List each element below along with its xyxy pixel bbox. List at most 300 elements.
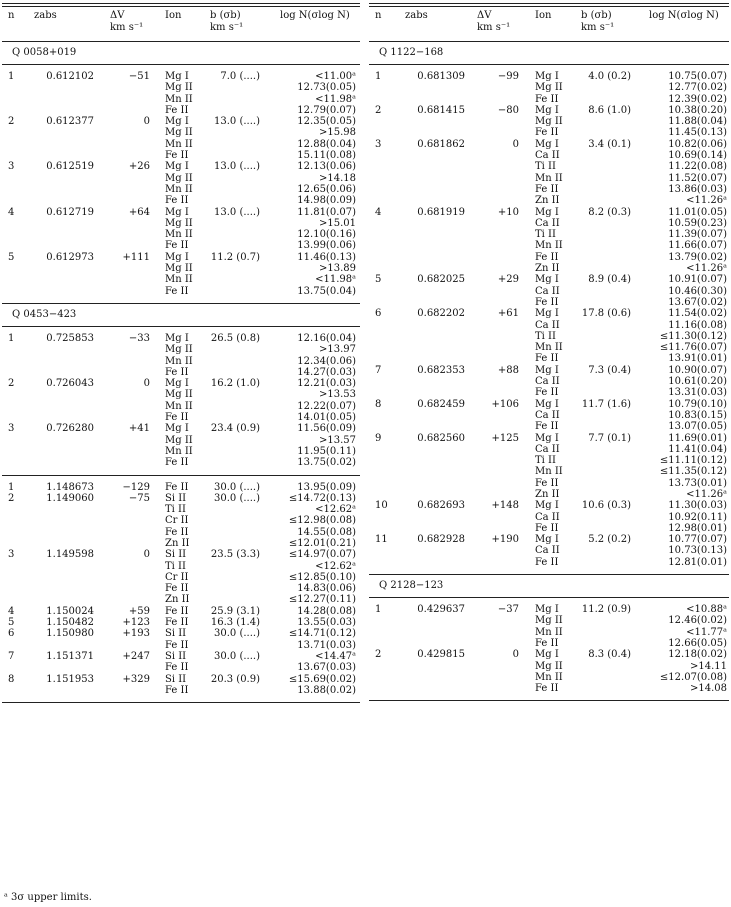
cell-ion: Mg I (535, 604, 559, 616)
cell-logn: ≤14.97(0.07) (288, 549, 356, 561)
table-row (369, 127, 729, 138)
cell-ion: Mg II (165, 344, 193, 356)
cell-b: 26.5 (0.8) (210, 332, 260, 344)
cell-n: 10 (375, 500, 388, 512)
cell-logn: 10.73(0.13) (668, 545, 727, 557)
table-row (2, 457, 360, 468)
cell-ion: Mg II (535, 116, 563, 128)
table-row (2, 572, 360, 583)
table-row (2, 195, 360, 206)
cell-logn: 12.21(0.03) (297, 378, 356, 390)
cell-logn: 11.39(0.07) (668, 229, 727, 241)
cell-zabs: 0.681415 (417, 104, 465, 116)
cell-logn: ≤11.11(0.12) (659, 455, 727, 467)
cell-logn: 10.92(0.11) (668, 511, 727, 523)
table-row (369, 331, 729, 342)
cell-zabs: 0.726043 (46, 378, 94, 390)
table-row (2, 139, 360, 150)
cell-dv: +64 (128, 206, 150, 218)
table-row (369, 365, 729, 376)
cell-logn: 11.69(0.01) (668, 432, 727, 444)
cell-b: 8.3 (0.4) (588, 649, 631, 661)
table-row (2, 493, 360, 504)
cell-n: 1 (8, 481, 15, 493)
cell-n: 6 (375, 308, 382, 320)
cell-logn: 11.52(0.07) (668, 172, 727, 184)
cell-logn: 10.82(0.06) (668, 138, 727, 150)
cell-ion: Fe II (165, 104, 189, 116)
cell-ion: Mg I (165, 332, 189, 344)
table-row (2, 606, 360, 617)
table-row (2, 229, 360, 240)
table-row (369, 649, 729, 660)
cell-n: 7 (375, 364, 382, 376)
cell-ion: Cr II (165, 515, 189, 527)
cell-logn: 11.54(0.02) (668, 308, 727, 320)
section-title (2, 304, 360, 326)
cell-ion: Mg II (165, 263, 193, 275)
cell-zabs: 0.682025 (417, 274, 465, 286)
cell-logn: 12.73(0.05) (297, 82, 356, 94)
table-row (2, 333, 360, 344)
cell-dv: −80 (497, 104, 519, 116)
cell-ion: Fe II (535, 522, 559, 534)
table-row (369, 661, 729, 672)
cell-ion: Mn II (535, 466, 563, 478)
section-title-text: Q 1122−168 (379, 47, 444, 58)
cell-logn: 13.73(0.01) (668, 477, 727, 489)
cell-zabs: 1.150024 (46, 605, 94, 617)
footnote: ᵃ 3σ upper limits. (4, 892, 92, 903)
cell-zabs: 0.612102 (46, 71, 94, 82)
table-row (369, 478, 729, 489)
cell-logn: 13.75(0.02) (297, 457, 356, 469)
cell-zabs: 1.149598 (46, 549, 94, 561)
cell-n: 3 (8, 161, 15, 173)
table-row (2, 628, 360, 639)
cell-ion: Mn II (165, 400, 193, 412)
cell-logn: 11.46(0.13) (297, 251, 356, 263)
cell-logn: 15.11(0.08) (297, 150, 356, 162)
table-row (369, 500, 729, 511)
cell-ion: Ca II (535, 409, 560, 421)
cell-dv: +26 (128, 161, 150, 173)
cell-ion: Zn II (535, 263, 560, 275)
cell-b: 23.4 (0.9) (210, 423, 260, 435)
cell-ion: Mg II (165, 217, 193, 229)
cell-logn: 12.39(0.02) (668, 93, 727, 105)
table-right (369, 3, 729, 701)
cell-dv: +29 (497, 274, 519, 286)
table-row (369, 672, 729, 683)
table-row (2, 482, 360, 493)
cell-ion: Fe II (165, 195, 189, 207)
cell-logn: ≤12.85(0.10) (288, 571, 356, 583)
cell-ion: Si II (165, 492, 187, 504)
table-row (369, 534, 729, 545)
table-row (2, 218, 360, 229)
cell-logn: 14.98(0.09) (297, 195, 356, 207)
table-row (2, 685, 360, 696)
cell-ion: Si II (165, 549, 187, 561)
table-row (369, 387, 729, 398)
table-row (2, 173, 360, 184)
cell-ion: Fe II (165, 605, 189, 617)
cell-n: 2 (8, 116, 15, 128)
table-row (2, 161, 360, 172)
table-row (2, 367, 360, 378)
table-row (369, 455, 729, 466)
table-row (369, 421, 729, 432)
table-row (369, 252, 729, 263)
cell-ion: Ti II (535, 229, 556, 241)
cell-ion: Mg II (535, 615, 563, 627)
cell-logn: <14.47ᵃ (315, 650, 356, 662)
cell-ion: Fe II (165, 240, 189, 252)
cell-dv: −75 (128, 492, 150, 504)
table-row (2, 344, 360, 355)
cell-ion: Mg I (165, 378, 189, 390)
cell-zabs: 0.726280 (46, 423, 94, 435)
table-row (369, 161, 729, 172)
cell-logn: 10.46(0.30) (668, 285, 727, 297)
cell-n: 1 (375, 71, 382, 82)
table-row (369, 150, 729, 161)
table-row (2, 82, 360, 93)
cell-logn: 13.75(0.04) (297, 285, 356, 297)
table-row (369, 263, 729, 274)
cell-ion: Fe II (165, 285, 189, 297)
table-row (369, 82, 729, 93)
table-row (2, 662, 360, 673)
cell-zabs: 1.149060 (46, 492, 94, 504)
cell-dv: −51 (128, 71, 150, 82)
cell-ion: Fe II (165, 662, 189, 674)
table-row (2, 116, 360, 127)
table-row (2, 538, 360, 549)
cell-b: 4.0 (0.2) (588, 71, 631, 82)
cell-b: 11.7 (1.6) (581, 398, 631, 410)
cell-logn: >13.97 (318, 344, 356, 356)
cell-dv: +88 (497, 364, 519, 376)
cell-logn: 14.28(0.08) (297, 605, 356, 617)
cell-ion: Mg I (535, 206, 559, 218)
cell-logn: 13.67(0.02) (668, 296, 727, 308)
header-dv: ΔV km s⁻¹ (477, 10, 511, 33)
cell-n: 2 (375, 649, 382, 661)
header-ion: Ion (165, 10, 182, 21)
cell-ion: Zn II (165, 537, 190, 549)
cell-logn: ≤14.71(0.12) (288, 628, 356, 640)
table-row (369, 410, 729, 421)
cell-logn: 12.46(0.02) (668, 615, 727, 627)
cell-b: 11.2 (0.7) (210, 251, 260, 263)
table-row (2, 527, 360, 538)
table-row (369, 433, 729, 444)
table-row (369, 184, 729, 195)
cell-zabs: 0.429815 (417, 649, 465, 661)
header-logn: log N(σlog N) (649, 10, 719, 21)
cell-b: 7.0 (....) (220, 71, 260, 82)
cell-logn: 11.30(0.03) (668, 500, 727, 512)
cell-zabs: 0.682353 (417, 364, 465, 376)
cell-ion: Mg I (165, 206, 189, 218)
table-row (369, 683, 729, 694)
cell-zabs: 1.150980 (46, 628, 94, 640)
table-row (2, 583, 360, 594)
cell-zabs: 0.429637 (417, 604, 465, 616)
cell-ion: Mn II (165, 274, 193, 286)
cell-b: 16.2 (1.0) (210, 378, 260, 390)
cell-logn: 11.01(0.05) (668, 206, 727, 218)
cell-logn: 12.18(0.02) (668, 649, 727, 661)
section-title-text: Q 0058+019 (12, 47, 77, 58)
table-header (2, 7, 360, 41)
cell-ion: Mg I (535, 534, 559, 546)
cell-logn: 14.27(0.03) (297, 366, 356, 378)
cell-dv: −99 (497, 71, 519, 82)
cell-n: 4 (8, 206, 15, 218)
table-row (2, 184, 360, 195)
table-row (369, 286, 729, 297)
cell-ion: Fe II (535, 387, 559, 399)
cell-n: 5 (8, 251, 15, 263)
cell-logn: 10.79(0.10) (668, 398, 727, 410)
cell-ion: Zn II (535, 488, 560, 500)
cell-ion: Fe II (535, 93, 559, 105)
cell-logn: 10.83(0.15) (668, 409, 727, 421)
cell-ion: Mg I (535, 364, 559, 376)
table-header (369, 7, 729, 41)
table-row (369, 615, 729, 626)
cell-ion: Ti II (535, 330, 556, 342)
cell-logn: >13.89 (318, 263, 356, 275)
table-row (2, 651, 360, 662)
cell-dv: +190 (491, 534, 519, 546)
cell-ion: Mg I (535, 432, 559, 444)
cell-logn: 10.61(0.20) (668, 376, 727, 388)
cell-ion: Ti II (535, 455, 556, 467)
table-row (2, 274, 360, 285)
table-row (2, 105, 360, 116)
table-row (369, 545, 729, 556)
cell-n: 6 (8, 628, 15, 640)
cell-ion: Mn II (535, 626, 563, 638)
cell-b: 8.9 (0.4) (588, 274, 631, 286)
cell-n: 1 (8, 332, 15, 344)
table-row (369, 173, 729, 184)
cell-logn: 10.59(0.23) (668, 217, 727, 229)
header-zabs: zabs (34, 10, 57, 21)
cell-logn: <11.00ᵃ (315, 71, 356, 82)
cell-n: 4 (8, 605, 15, 617)
cell-zabs: 0.682560 (417, 432, 465, 444)
cell-b: 8.2 (0.3) (588, 206, 631, 218)
cell-zabs: 0.682459 (417, 398, 465, 410)
cell-logn: <11.26ᵃ (686, 195, 727, 207)
cell-ion: Fe II (165, 412, 189, 424)
cell-ion: Fe II (165, 457, 189, 469)
cell-ion: Fe II (535, 637, 559, 649)
cell-ion: Mg II (535, 660, 563, 672)
cell-logn: 12.13(0.06) (297, 161, 356, 173)
table-row (2, 423, 360, 434)
cell-ion: Fe II (535, 251, 559, 263)
table-row (369, 139, 729, 150)
cell-n: 2 (375, 104, 382, 116)
table-row (2, 263, 360, 274)
table-row (2, 240, 360, 251)
bottom-rule (369, 700, 729, 701)
cell-n: 8 (8, 673, 15, 685)
cell-ion: Mg I (535, 398, 559, 410)
cell-dv: +61 (497, 308, 519, 320)
cell-zabs: 1.151371 (46, 650, 94, 662)
cell-ion: Si II (165, 673, 187, 685)
cell-ion: Fe II (165, 526, 189, 538)
cell-ion: Ca II (535, 545, 560, 557)
table-row (2, 504, 360, 515)
table-row (2, 640, 360, 651)
cell-logn: ≤11.35(0.12) (659, 466, 727, 478)
cell-b: 8.6 (1.0) (588, 104, 631, 116)
cell-n: 1 (375, 604, 382, 616)
cell-logn: 11.56(0.09) (297, 423, 356, 435)
cell-b: 3.4 (0.1) (588, 138, 631, 150)
cell-zabs: 0.612973 (46, 251, 94, 263)
cell-b: 30.0 (....) (214, 628, 260, 640)
cell-logn: 13.99(0.06) (297, 240, 356, 252)
cell-logn: 12.65(0.06) (297, 183, 356, 195)
cell-ion: Mg I (165, 71, 189, 82)
cell-logn: ≤11.76(0.07) (659, 342, 727, 354)
cell-logn: 12.16(0.04) (297, 332, 356, 344)
cell-ion: Cr II (165, 571, 189, 583)
table-row (369, 512, 729, 523)
header-b: b (σb) km s⁻¹ (210, 10, 244, 33)
cell-ion: Fe II (165, 481, 189, 493)
cell-b: 13.0 (....) (214, 161, 260, 173)
cell-logn: 11.22(0.08) (668, 161, 727, 173)
table-row (369, 297, 729, 308)
cell-logn: <11.98ᵃ (315, 274, 356, 286)
cell-n: 11 (375, 534, 388, 546)
cell-logn: 11.81(0.07) (297, 206, 356, 218)
cell-logn: 11.88(0.04) (668, 116, 727, 128)
cell-ion: Zn II (165, 594, 190, 606)
cell-logn: 13.07(0.05) (668, 421, 727, 433)
cell-ion: Si II (165, 650, 187, 662)
cell-ion: Mg I (165, 116, 189, 128)
cell-logn: 13.86(0.03) (668, 183, 727, 195)
cell-logn: <11.26ᵃ (686, 488, 727, 500)
cell-dv: +148 (491, 500, 519, 512)
header-zabs: zabs (405, 10, 428, 21)
cell-dv: +193 (122, 628, 150, 640)
cell-zabs: 0.612519 (46, 161, 94, 173)
cell-b: 13.0 (....) (214, 206, 260, 218)
cell-dv: 0 (143, 378, 150, 390)
cell-b: 23.5 (3.3) (210, 549, 260, 561)
cell-ion: Fe II (165, 684, 189, 696)
cell-ion: Mg I (535, 71, 559, 82)
cell-ion: Fe II (535, 353, 559, 365)
cell-n: 2 (8, 492, 15, 504)
cell-logn: 12.10(0.16) (297, 229, 356, 241)
cell-logn: <11.26ᵃ (686, 263, 727, 275)
cell-ion: Mn II (165, 445, 193, 457)
cell-ion: Ca II (535, 217, 560, 229)
cell-logn: >14.11 (689, 660, 727, 672)
cell-logn: 12.66(0.05) (668, 637, 727, 649)
cell-dv: 0 (512, 649, 519, 661)
table-row (369, 240, 729, 251)
section-title (369, 575, 729, 597)
table-row (369, 604, 729, 615)
cell-b: 5.2 (0.2) (588, 534, 631, 546)
table-row (2, 252, 360, 263)
section-title-text: Q 2128−123 (379, 580, 444, 592)
cell-logn: ≤12.01(0.21) (288, 537, 356, 549)
cell-n: 3 (8, 423, 15, 435)
cell-zabs: 0.725853 (46, 332, 94, 344)
cell-b: 11.2 (0.9) (581, 604, 631, 616)
table-row (369, 353, 729, 364)
table-row (369, 229, 729, 240)
cell-ion: Fe II (535, 183, 559, 195)
table-row (369, 376, 729, 387)
cell-logn: 10.77(0.07) (668, 534, 727, 546)
cell-dv: +329 (122, 673, 150, 685)
cell-ion: Mg II (165, 172, 193, 184)
cell-dv: +111 (122, 251, 150, 263)
cell-ion: Mg I (535, 138, 559, 150)
cell-ion: Fe II (535, 127, 559, 139)
cell-ion: Mg I (165, 161, 189, 173)
cell-logn: 12.77(0.02) (668, 82, 727, 94)
cell-zabs: 0.681919 (417, 206, 465, 218)
cell-n: 4 (375, 206, 382, 218)
table-row (369, 342, 729, 353)
cell-logn: ≤12.98(0.08) (288, 515, 356, 527)
table-row (2, 389, 360, 400)
cell-ion: Mg I (535, 104, 559, 116)
cell-b: 30.0 (....) (214, 481, 260, 493)
cell-logn: 14.55(0.08) (297, 526, 356, 538)
header-n: n (375, 10, 382, 21)
cell-logn: ≤12.27(0.11) (288, 594, 356, 606)
cell-n: 5 (8, 617, 15, 629)
cell-logn: >15.98 (318, 127, 356, 139)
cell-b: 7.3 (0.4) (588, 364, 631, 376)
cell-logn: 12.88(0.04) (297, 138, 356, 150)
cell-dv: +59 (128, 605, 150, 617)
cell-logn: 12.35(0.05) (297, 116, 356, 128)
table-row (369, 274, 729, 285)
table-row (369, 399, 729, 410)
cell-b: 25.9 (3.1) (210, 605, 260, 617)
cell-ion: Mn II (535, 671, 563, 683)
cell-ion: Mg I (165, 251, 189, 263)
table-row (2, 617, 360, 628)
cell-logn: >15.01 (318, 217, 356, 229)
cell-ion: Mg I (535, 308, 559, 320)
cell-logn: 11.66(0.07) (668, 240, 727, 252)
cell-zabs: 0.682202 (417, 308, 465, 320)
cell-ion: Fe II (535, 683, 559, 695)
cell-ion: Fe II (165, 617, 189, 629)
cell-ion: Zn II (535, 195, 560, 207)
